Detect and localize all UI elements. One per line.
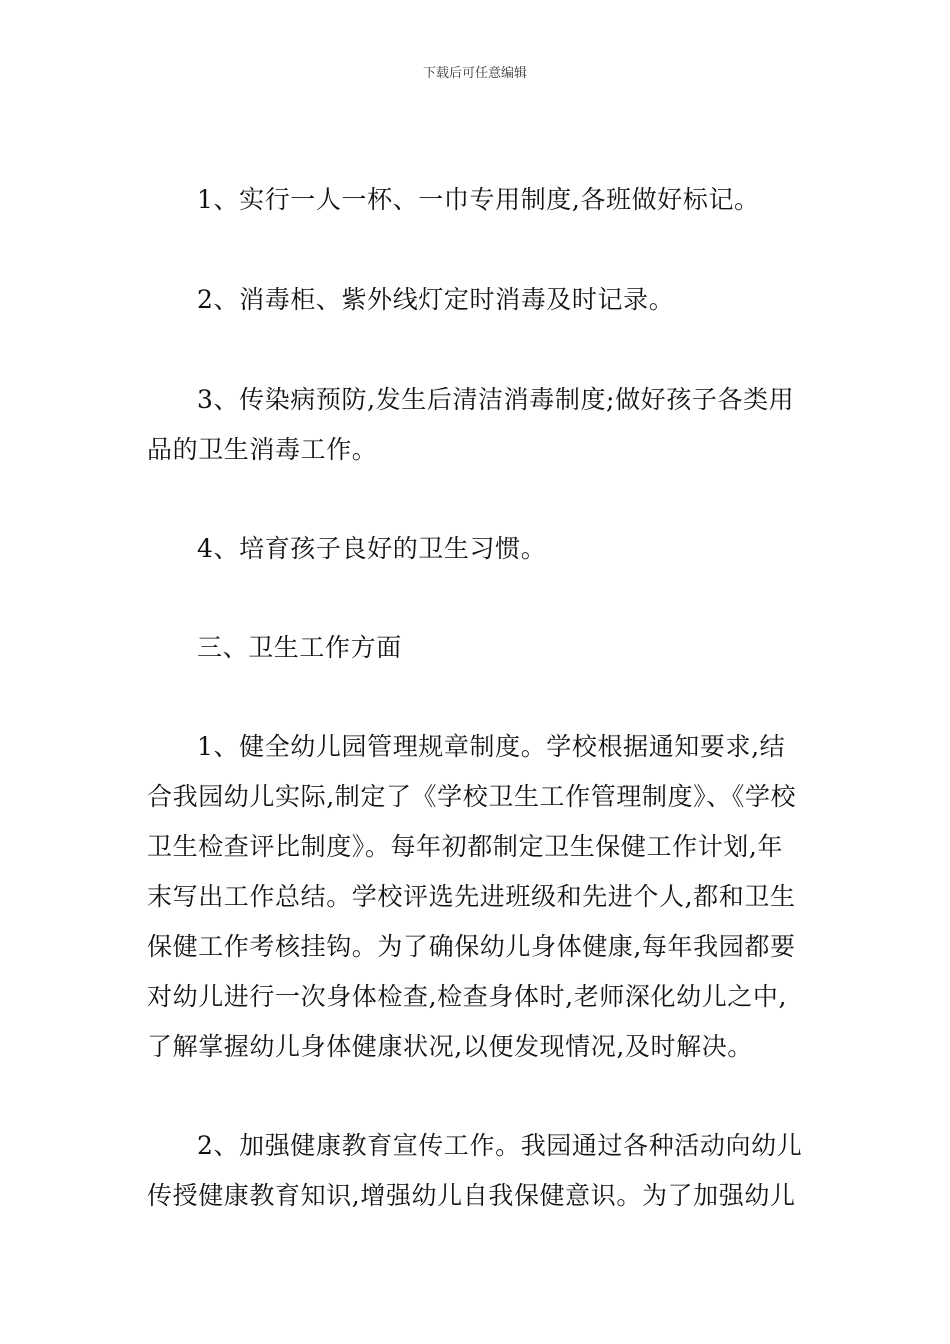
paragraph-item-4: 4、培育孩子良好的卫生习惯。 — [197, 534, 547, 563]
paragraph-item-1: 1、实行一人一杯、一巾专用制度,各班做好标记。 — [197, 185, 760, 214]
page-header: 下载后可任意编辑 — [422, 66, 527, 81]
paragraph-item-3: 3、传染病预防,发生后清洁消毒制度;做好孩子各类用品的卫生消毒工作。 — [147, 385, 795, 464]
paragraph-health-education: 2、加强健康教育宣传工作。我园通过各种活动向幼儿传授健康教育知识,增强幼儿自我保健意识。为了加强幼儿 — [147, 1131, 803, 1210]
paragraph-item-2: 2、消毒柜、紫外线灯定时消毒及时记录。 — [197, 285, 675, 314]
section-heading: 三、卫生工作方面 — [197, 633, 402, 662]
paragraph-management-rules: 1、健全幼儿园管理规章制度。学校根据通知要求,结合我园幼儿实际,制定了《学校卫生工作管理制度》、《学校卫生检查评比制度》。每年初都制定卫生保健工作计划,年末写出工作总结。学校评选先进班级和先进个人,都和卫生保健工作考核挂钩。为了确保幼儿身体健康,每年我园都要对幼儿进行一次身体检查,检查身体时,老师深化幼儿之中,了解掌握幼儿身体健康状况,以便发现情况,及时解决。 — [147, 732, 797, 1061]
